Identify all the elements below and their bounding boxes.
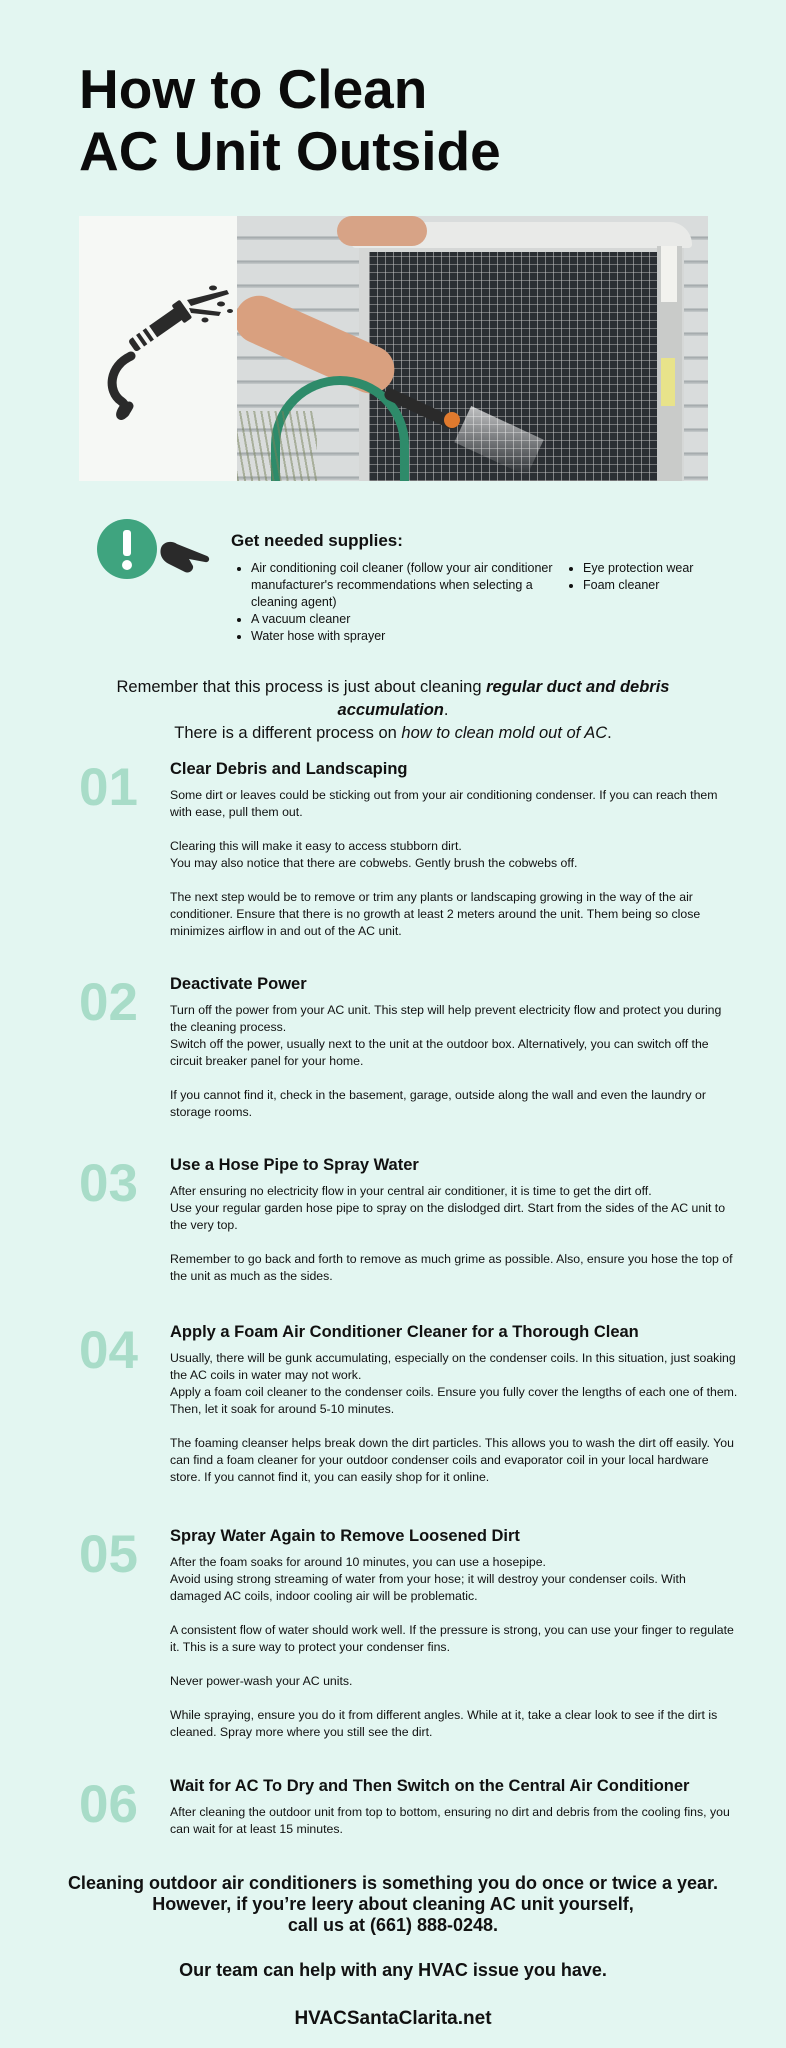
step-paragraph: Turn off the power from your AC unit. This step will help prevent electricity flow and protect you during the cleaning process. Switch off the power, usually next to the unit at the outdoor box. Alternatively, you can switch off the circuit breaker panel for your home. bbox=[170, 1003, 722, 1068]
step-title: Deactivate Power bbox=[170, 975, 307, 993]
supplies-list-primary bbox=[231, 560, 581, 645]
hose-nozzle-icon bbox=[79, 216, 237, 481]
process-note bbox=[60, 676, 726, 745]
step-title: Use a Hose Pipe to Spray Water bbox=[170, 1156, 419, 1174]
cta-tagline: Our team can help with any HVAC issue you have. bbox=[179, 1960, 607, 1980]
step-number: 03 bbox=[79, 1154, 138, 1213]
supplies-list-secondary bbox=[563, 560, 743, 594]
note-text: Remember that this process is just about cleaning bbox=[116, 678, 487, 696]
list-item: • A vacuum cleaner bbox=[251, 611, 581, 628]
step-title: Wait for AC To Dry and Then Switch on the Central Air Conditioner bbox=[170, 1777, 690, 1795]
note-text-2: There is a different process on bbox=[174, 724, 402, 742]
call-to-action bbox=[60, 1873, 726, 1936]
cta-line: Cleaning outdoor air conditioners is something you do once or twice a year. bbox=[67, 1873, 719, 1893]
step-paragraph: The next step would be to remove or trim any plants or landscaping growing in the way of the air conditioner. Ensure that there is no growth at least 2 meters around the unit. Them being so close minimizes airflow in and out of the AC unit. bbox=[170, 890, 701, 938]
step-paragraph: Usually, there will be gunk accumulating, especially on the condenser coils. In this situation, just soaking the AC coils in water may not work. Apply a foam coil cleaner to the condenser coils. Ensure you fully cover the lengths of each one of them. Then, let it soak for around 5-10 minutes. bbox=[170, 1351, 738, 1416]
hero-image bbox=[79, 216, 708, 481]
website-link[interactable]: HVACSantaClarita.net bbox=[294, 2008, 492, 2029]
step-body bbox=[170, 1804, 740, 1855]
cta-phone[interactable]: call us at (661) 888-0248. bbox=[287, 1915, 499, 1935]
step-title: Apply a Foam Air Conditioner Cleaner for a Thorough Clean bbox=[170, 1323, 639, 1341]
note-period-2: . bbox=[607, 724, 612, 742]
step-paragraph: If you cannot find it, check in the basement, garage, outside along the wall and even the laundry or storage rooms. bbox=[170, 1088, 706, 1119]
step-body bbox=[170, 1554, 740, 1758]
step-number: 05 bbox=[79, 1525, 138, 1584]
step-paragraph: While spraying, ensure you do it from different angles. While at it, take a clear look to see if the dirt is cleaned. Spray more where you still see the dirt. bbox=[170, 1708, 718, 1739]
step-body bbox=[170, 1002, 740, 1138]
step-paragraph: After the foam soaks for around 10 minutes, you can use a hosepipe. Avoid using strong streaming of water from your hose; it will destroy your condenser coils. With damaged AC coils, indoor cooling air will be problematic. bbox=[170, 1555, 686, 1603]
step-paragraph: Remember to go back and forth to remove as much grime as possible. Also, ensure you hose the top of the unit as much as the sides. bbox=[170, 1252, 733, 1283]
title-line-1: How to Clean bbox=[79, 58, 428, 120]
ac-unit-photo bbox=[237, 216, 708, 481]
exclamation-icon bbox=[97, 519, 157, 579]
step-number: 06 bbox=[79, 1775, 138, 1834]
page-title bbox=[79, 58, 719, 182]
step-title: Spray Water Again to Remove Loosened Dirt bbox=[170, 1527, 520, 1545]
step-number: 04 bbox=[79, 1321, 138, 1380]
step-paragraph: A consistent flow of water should work well. If the pressure is strong, you can use your finger to regulate it. This is a sure way to protect your condenser fins. bbox=[170, 1623, 734, 1654]
title-line-2: AC Unit Outside bbox=[79, 120, 501, 182]
list-item: • Water hose with sprayer bbox=[251, 628, 581, 645]
step-paragraph: Never power-wash your AC units. bbox=[170, 1674, 353, 1688]
mold-cleaning-link[interactable]: how to clean mold out of AC bbox=[401, 724, 608, 742]
step-number: 02 bbox=[79, 973, 138, 1032]
note-emphasis: regular duct and debris accumulation bbox=[337, 678, 670, 719]
step-body bbox=[170, 787, 740, 957]
step-body bbox=[170, 1350, 740, 1503]
step-paragraph: Clearing this will make it easy to access stubborn dirt. You may also notice that there are cobwebs. Gently brush the cobwebs off. bbox=[170, 839, 578, 870]
step-paragraph: Some dirt or leaves could be sticking out from your air conditioning condenser. If you can reach them with ease, pull them out. bbox=[170, 788, 718, 819]
step-number: 01 bbox=[79, 758, 138, 817]
list-item: • Air conditioning coil cleaner (follow your air conditioner manufacturer's recommendations when selecting a cleaning agent) bbox=[251, 560, 581, 611]
step-paragraph: After ensuring no electricity flow in your central air conditioner, it is time to get the dirt off. Use your regular garden hose pipe to spray on the dislodged dirt. Start from the sides of the AC unit to the very top. bbox=[170, 1184, 726, 1232]
list-item: • Foam cleaner bbox=[583, 577, 743, 594]
hose-illustration-panel bbox=[79, 216, 237, 481]
supplies-icon-group bbox=[97, 518, 217, 593]
pointing-hand-icon bbox=[160, 542, 209, 573]
step-title: Clear Debris and Landscaping bbox=[170, 760, 408, 778]
step-paragraph: The foaming cleanser helps break down the dirt particles. This allows you to wash the dirt off easily. You can find a foam cleaner for your outdoor condenser coils and evaporator coil in your local hardware store. If you cannot find it, you can easily shop for it online. bbox=[170, 1436, 734, 1484]
step-body bbox=[170, 1183, 740, 1302]
supplies-heading: Get needed supplies: bbox=[231, 531, 403, 550]
cta-line: However, if you’re leery about cleaning AC unit yourself, bbox=[152, 1894, 634, 1914]
note-period: . bbox=[443, 701, 449, 719]
list-item: • Eye protection wear bbox=[583, 560, 743, 577]
step-paragraph: After cleaning the outdoor unit from top to bottom, ensuring no dirt and debris from the cooling fins, you can wait for at least 15 minutes. bbox=[170, 1805, 730, 1836]
